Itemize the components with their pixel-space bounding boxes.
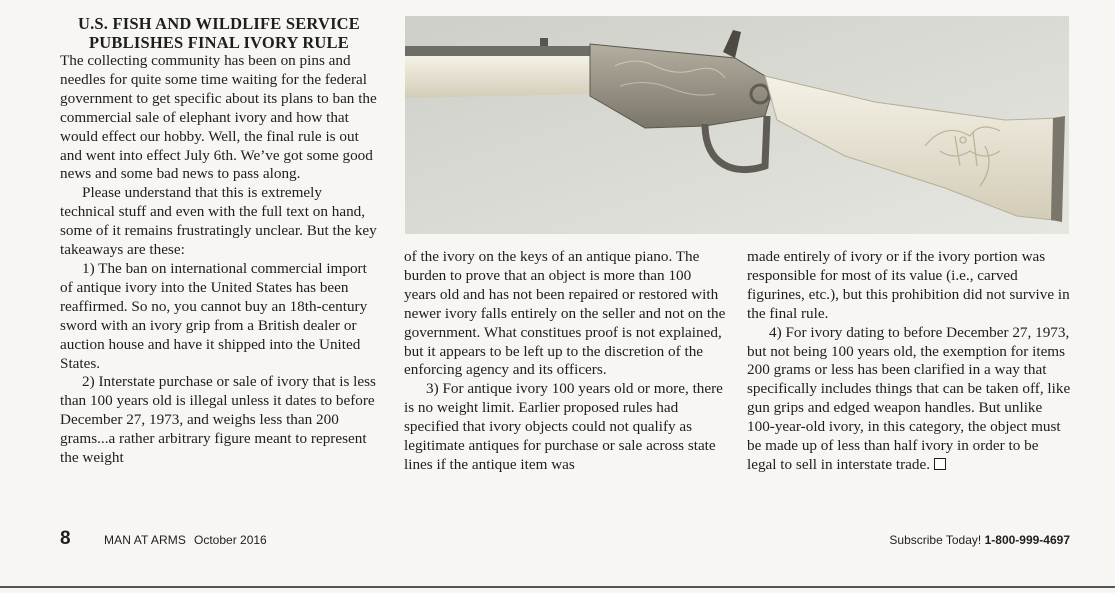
subscribe-phone: 1-800-999-4697 — [984, 533, 1070, 547]
rifle-forend — [405, 56, 595, 98]
article-headline — [60, 14, 378, 52]
subscribe-text: Subscribe Today! — [889, 533, 982, 547]
page-number: 8 — [60, 528, 71, 549]
headline-line-2: PUBLISHES FINAL IVORY RULE — [89, 33, 349, 52]
paragraph-point-1: 1) The ban on international commercial import of antique ivory into the United States has been reaffirmed. So no, you cannot buy an 18th-century sword with an ivory grip from a British dealer or auction house and have it shipped into the United States. — [60, 259, 368, 372]
magazine-name: MAN AT ARMS — [104, 533, 187, 547]
page-footer — [0, 528, 1115, 552]
paragraph-intro: The collecting community has been on pins and needles for quite some time waiting for the federal government to get specific about its plans to ban the commercial sale of elephant ivory and how that would effect our hobby. Well, the final rule is out and went into effect July 6th. We’ve got some good news and some bad news to pass along. — [60, 52, 377, 183]
subscribe-line — [889, 533, 1070, 547]
paragraph-point-2-cont: of the ivory on the keys of an antique piano. The burden to prove that an object is more than 100 years old and has not been repaired or restored with newer ivory falls entirely on the seller and not on the government. What constitues proof is not explained, but it appears to be left up to the discretion of the enforcing agency and its officers. — [404, 248, 726, 379]
rifle-illustration — [405, 16, 1069, 234]
end-of-article-icon — [934, 458, 946, 470]
headline-line-1: U.S. FISH AND WILDLIFE SERVICE — [77, 14, 361, 33]
paragraph-point-4 — [747, 324, 1071, 475]
article-column-3 — [747, 248, 1071, 475]
paragraph-point-3: 3) For antique ivory 100 years old or more, there is no weight limit. Earlier proposed rules had specified that ivory objects could not qualify as legitimate antiques for purchase or sale across state lines if the antique item was — [404, 380, 723, 473]
paragraph-technical: Please understand that this is extremely technical stuff and even with the full text on hand, some of it remains frustratingly unclear. But the key takeaways are these: — [60, 184, 377, 259]
article-column-1 — [60, 14, 378, 468]
paragraph-point-2: 2) Interstate purchase or sale of ivory that is less than 100 years old is illegal unless it dates to before December 27, 1973, and weighs less than 200 grams...a rather arbitrary figure meant to represent the weight — [60, 373, 376, 467]
rifle-photo — [405, 16, 1069, 234]
paragraph-point-3-cont: made entirely of ivory or if the ivory portion was responsible for most of its value (i.e., carved figurines, etc.), but this prohibition did not survive in the final rule. — [747, 248, 1070, 322]
article-column-2 — [404, 248, 726, 475]
issue-date: October 2016 — [194, 533, 267, 547]
rifle-front-sight — [540, 38, 548, 46]
paragraph-point-4-text: 4) For ivory dating to before December 27, 1973, but not being 100 years old, the exemption for items 200 grams or less has been clarified in a way that specifically includes things that can be taken off, like gun grips and edged weapon handles. But unlike 100-year-old ivory, in this category, the object must be made up of less than half ivory in order to be legal to sell in interstate trade. — [747, 323, 1071, 473]
rifle-barrel — [405, 46, 605, 56]
bottom-rule — [0, 586, 1115, 588]
